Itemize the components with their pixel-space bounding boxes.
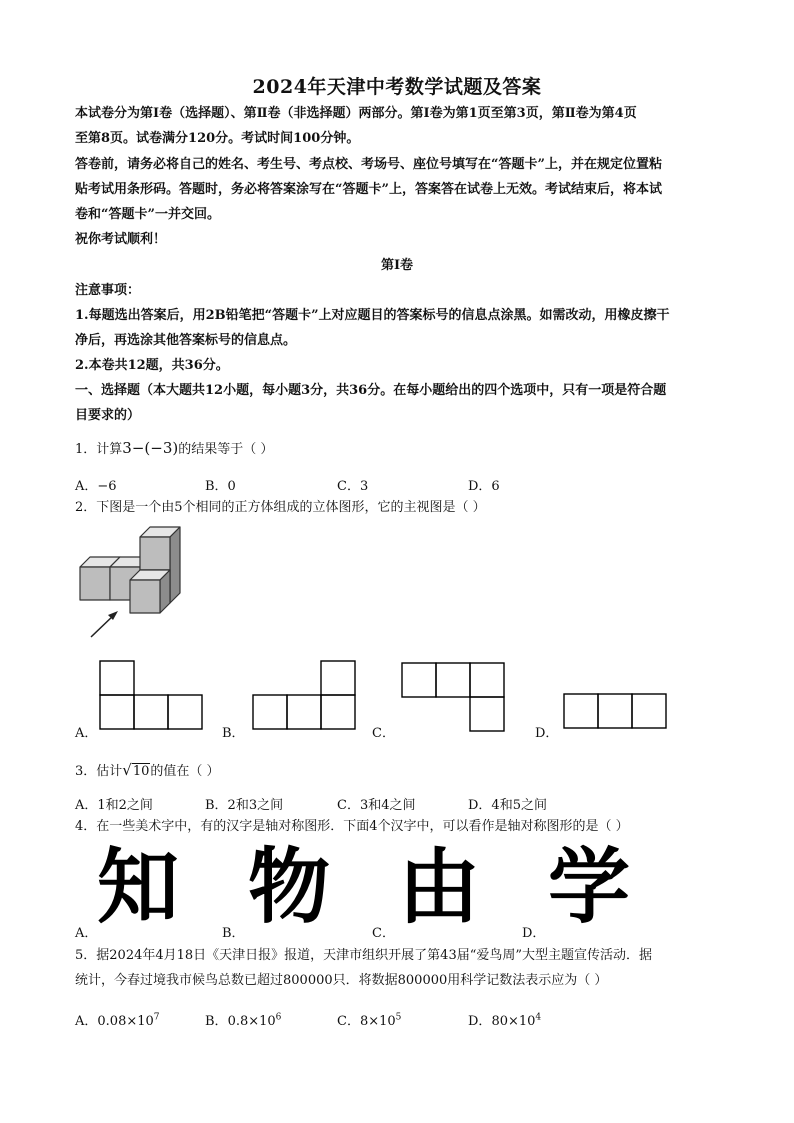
q1-suffix: 的结果等于（ ） (178, 442, 274, 457)
q2-option-a-figure (99, 660, 205, 730)
page-title: 2024年天津中考数学试题及答案 (252, 76, 542, 98)
q5-option-a (75, 1010, 160, 1029)
q4-label-b: B． (222, 926, 245, 941)
q1-prefix: 1．计算 (75, 442, 123, 457)
q5-option-c-base: 8×10 (359, 1014, 396, 1029)
q5-option-b-label: B． (205, 1014, 228, 1029)
q1-option-c: C．3 (337, 479, 369, 494)
q3-option-a: A．1和2之间 (75, 798, 153, 813)
q5-option-b-base: 0.8×10 (227, 1014, 276, 1029)
question-5-line-2: 统计，今春过境我市候鸟总数已超过800000只．将数据800000用科学记数法表示应为（ ） (75, 973, 608, 988)
q4-char-d: 学 (548, 840, 631, 935)
q2-label-d: D． (535, 726, 559, 741)
q3-option-b: B．2和3之间 (205, 798, 284, 813)
intro-line-6: 祝你考试顺利！ (75, 232, 167, 247)
part-heading-line-2: 目要求的） (75, 408, 141, 423)
q1-option-d: D．6 (468, 479, 500, 494)
q2-label-b: B． (222, 726, 245, 741)
q2-option-b-figure (252, 660, 358, 730)
q5-option-d-exp: 4 (535, 1012, 542, 1023)
question-1 (75, 440, 735, 458)
q4-label-a: A． (75, 926, 98, 941)
q5-option-a-label: A． (75, 1014, 98, 1029)
q4-char-c: 由 (398, 840, 481, 935)
notes-title: 注意事项： (75, 283, 141, 298)
q5-option-b (205, 1010, 281, 1029)
q4-char-b: 物 (248, 840, 331, 935)
cube-solid-figure (75, 525, 190, 645)
q5-option-a-exp: 7 (153, 1012, 160, 1023)
intro-line-4: 贴考试用条形码。答题时，务必将答案涂写在“答题卡”上，答案答在试卷上无效。考试结束后，将本试 (75, 182, 662, 197)
note-line-2: 净后，再选涂其他答案标号的信息点。 (75, 333, 297, 348)
question-2: 2．下图是一个由5个相同的正方体组成的立体图形，它的主视图是（ ） (75, 500, 486, 515)
q5-option-c-exp: 5 (395, 1012, 402, 1023)
q3-radicand: 10 (132, 764, 150, 779)
q4-label-d: D． (522, 926, 546, 941)
q4-char-a: 知 (97, 840, 180, 935)
q5-option-c (337, 1010, 401, 1029)
q1-option-b: B．0 (205, 479, 236, 494)
q5-option-d (468, 1010, 541, 1029)
intro-line-3: 答卷前，请务必将自己的姓名、考生号、考点校、考场号、座位号填写在“答题卡”上，并在规定位置粘 (75, 157, 662, 172)
q2-option-d-figure (563, 693, 669, 731)
note-line-3: 2.本卷共12题，共36分。 (75, 358, 229, 373)
q5-option-c-label: C． (337, 1014, 360, 1029)
q5-option-b-exp: 6 (275, 1012, 282, 1023)
intro-line-1: 本试卷分为第Ⅰ卷（选择题）、第Ⅱ卷（非选择题）两部分。第Ⅰ卷为第1页至第3页，第Ⅱ卷为第4页 (75, 106, 637, 121)
q3-option-c: C．3和4之间 (337, 798, 416, 813)
q5-option-a-base: 0.08×10 (97, 1014, 154, 1029)
section-title: 第Ⅰ卷 (380, 258, 414, 273)
square-root-sign: √ (122, 761, 132, 779)
note-line-1: 1.每题选出答案后，用2B铅笔把“答题卡”上对应题目的答案标号的信息点涂黑。如需改动，用橡皮擦干 (75, 308, 670, 323)
question-5-line-1: 5．据2024年4月18日《天津日报》报道，天津市组织开展了第43届“爱鸟周”大型主题宣传活动．据 (75, 948, 653, 963)
question-4: 4．在一些美术字中，有的汉字是轴对称图形．下面4个汉字中，可以看作是轴对称图形的是（ ） (75, 819, 629, 834)
q3-suffix: 的值在（ ） (150, 764, 220, 779)
q4-label-c: C． (372, 926, 395, 941)
q1-option-a: A．−6 (75, 479, 117, 494)
intro-line-2: 至第8页。试卷满分120分。考试时间100分钟。 (75, 131, 360, 146)
q2-label-c: C． (372, 726, 395, 741)
part-heading-line-1: 一、选择题（本大题共12小题，每小题3分，共36分。在每小题给出的四个选项中，只有一项是符合题 (75, 383, 667, 398)
q5-option-d-label: D． (468, 1014, 492, 1029)
q2-option-c-figure (401, 662, 507, 732)
q5-option-d-base: 80×10 (491, 1014, 536, 1029)
q2-label-a: A． (75, 726, 98, 741)
q3-option-d: D．4和5之间 (468, 798, 547, 813)
q1-expression: 3−(−3) (122, 439, 179, 457)
q3-prefix: 3．估计 (75, 764, 123, 779)
intro-line-5: 卷和“答题卡”一并交回。 (75, 207, 220, 222)
question-3 (75, 762, 735, 780)
